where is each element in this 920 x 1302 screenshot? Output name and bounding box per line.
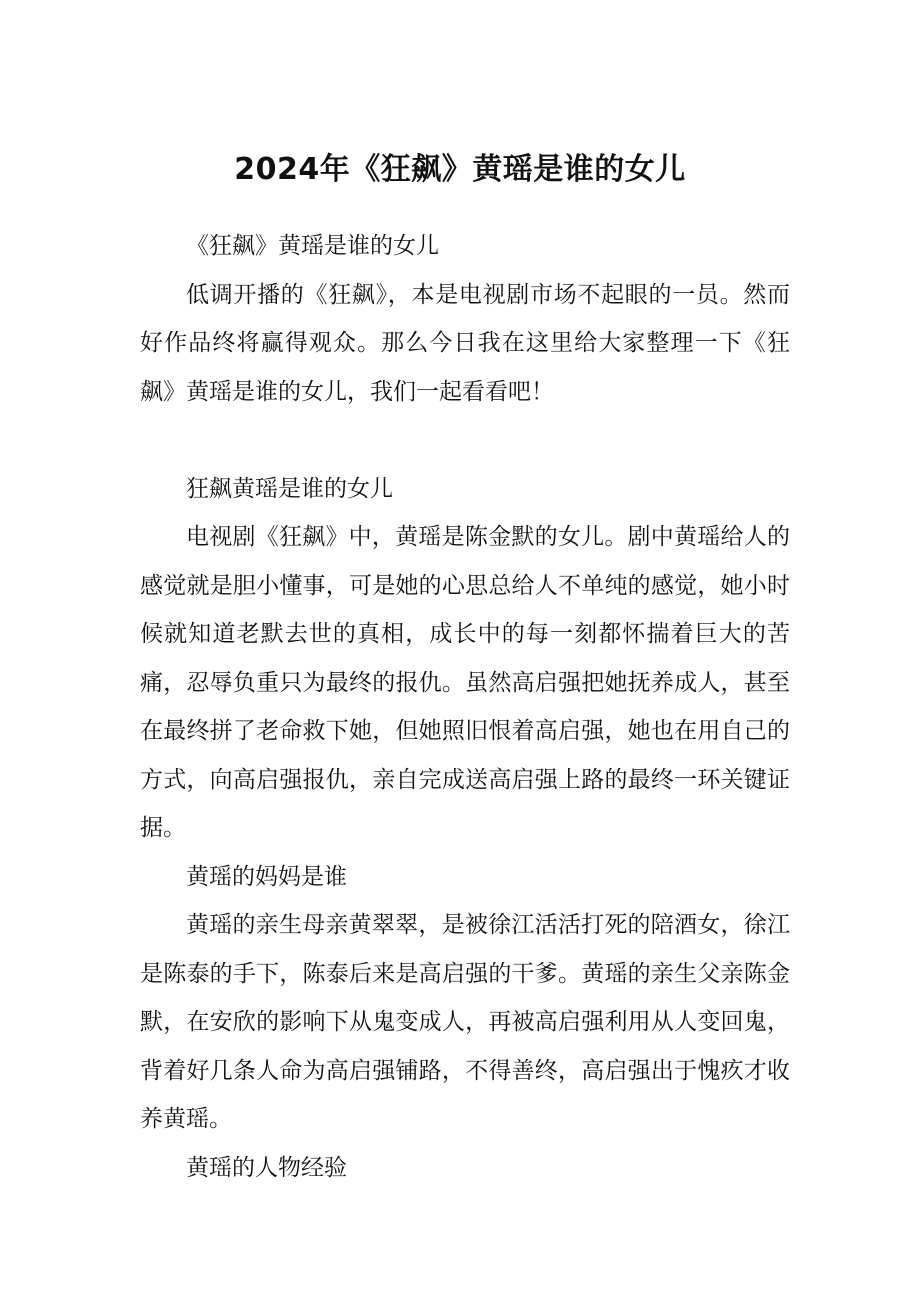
intro-heading: 《狂飙》黄瑶是谁的女儿 — [186, 233, 439, 259]
paragraph-spacer — [140, 416, 790, 465]
document-body — [140, 222, 790, 1192]
document-title: 2024年《狂飙》黄瑶是谁的女儿 — [234, 152, 686, 187]
intro-paragraph: 低调开播的《狂飙》，本是电视剧市场不起眼的一员。然而好作品终将赢得观众。那么今日我在这里给大家整理一下《狂飙》黄瑶是谁的女儿，我们一起看看吧！ — [140, 281, 790, 405]
paragraph-mother: 黄瑶的亲生母亲黄翠翠，是被徐江活活打死的陪酒女，徐江是陈泰的手下，陈泰后来是高启强的干爹。黄瑶的亲生父亲陈金默，在安欣的影响下从鬼变成人，再被高启强利用从人变回鬼，背着好几条人命为高启强铺路，不得善终，高启强出于愧疚才收养黄瑶。 — [140, 912, 790, 1132]
paragraph-daughter: 电视剧《狂飙》中，黄瑶是陈金默的女儿。剧中黄瑶给人的感觉就是胆小懂事，可是她的心思总给人不单纯的感觉，她小时候就知道老默去世的真相，成长中的每一刻都怀揣着巨大的苦痛，忍辱负重只为最终的报仇。虽然高启强把她抚养成人，甚至在最终拼了老命救下她，但她照旧恨着高启强，她也在用自己的方式，向高启强报仇，亲自完成送高启强上路的最终一环关键证据。 — [140, 524, 790, 841]
section-heading-mother: 黄瑶的妈妈是谁 — [186, 863, 347, 890]
section-heading-daughter: 狂飙黄瑶是谁的女儿 — [186, 475, 393, 502]
section-heading-experience: 黄瑶的人物经验 — [186, 1154, 347, 1181]
